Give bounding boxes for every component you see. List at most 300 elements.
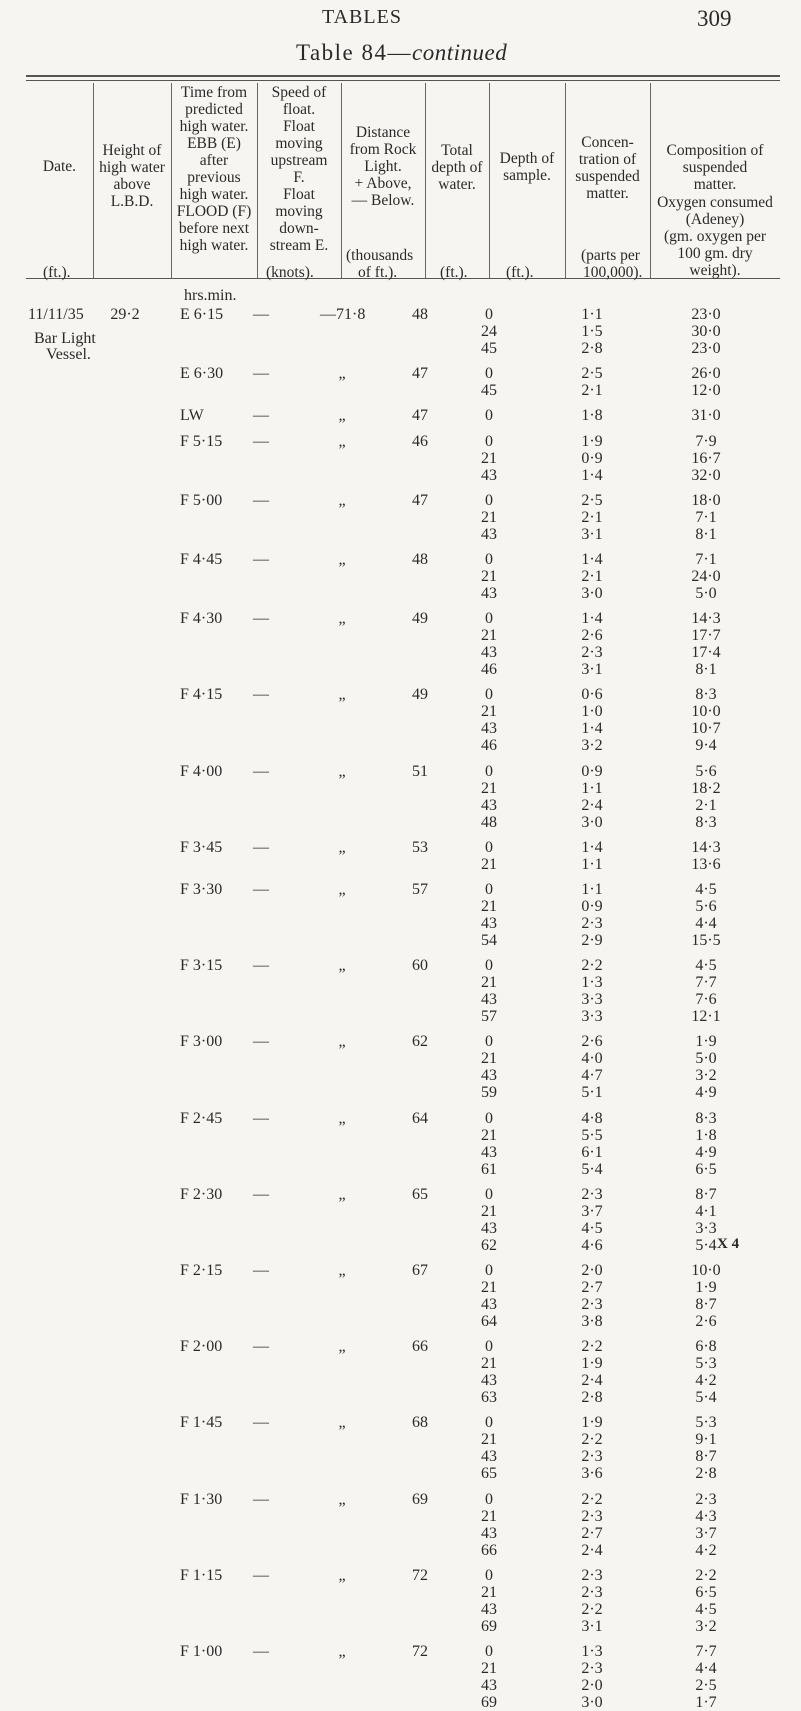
concentration-value: 3·1: [581, 1617, 603, 1635]
sample-depth-value: 62: [481, 1236, 497, 1254]
concentration-value: 2·7: [581, 1279, 603, 1296]
oxygen-value: 8·7: [695, 1296, 717, 1313]
sample-depth-value: 0: [485, 491, 493, 509]
table-title-label: Table 84—: [296, 40, 413, 65]
concentration-value: 3·0: [581, 813, 603, 831]
time-unit-label: hrs.min.: [184, 287, 237, 304]
concentration-value: 2·3: [581, 1583, 603, 1601]
concentration-value: 2·3: [581, 1660, 603, 1677]
concentration-value: 2·1: [581, 382, 603, 400]
header-line: F.: [293, 169, 305, 186]
total-depth-value: 69: [412, 1490, 428, 1508]
distance-ditto: „: [338, 1490, 346, 1508]
concentration-value: 1·5: [581, 323, 603, 340]
concentration-value: 4·6: [581, 1236, 603, 1254]
time-value: F 4·30: [180, 610, 223, 628]
concentration-value: 5·5: [581, 1126, 603, 1144]
oxygen-value: 14·3: [691, 610, 721, 628]
header-line: Float: [283, 118, 315, 135]
concentration-value: 4·0: [581, 1050, 603, 1068]
concentration-value: 2·3: [581, 1185, 603, 1203]
distance-ditto: „: [338, 432, 346, 450]
sample-depth-value: 0: [485, 1033, 493, 1051]
speed-value: —: [253, 365, 269, 383]
concentration-value: 1·1: [581, 855, 603, 873]
oxygen-value: 18·0: [691, 491, 721, 509]
sample-depth-value: 43: [481, 991, 497, 1009]
oxygen-value: 1·7: [695, 1694, 717, 1711]
oxygen-value: 2·6: [695, 1313, 717, 1330]
header-height: [93, 142, 171, 210]
sample-depth-value: 43: [481, 915, 497, 932]
speed-value: —: [253, 838, 269, 856]
oxygen-value: 4·5: [695, 1600, 717, 1618]
oxygen-value: 8·1: [695, 525, 717, 543]
total-depth-value: 48: [412, 306, 428, 323]
sample-depth-value: 0: [485, 881, 493, 898]
sample-depth-value: 43: [481, 720, 497, 738]
oxygen-value: 1·9: [695, 1033, 717, 1051]
header-line: FLOOD (F): [176, 203, 252, 220]
time-value: E 6·30: [180, 365, 224, 383]
oxygen-value: 5·0: [695, 585, 717, 602]
sample-depth-value: 0: [485, 306, 493, 323]
concentration-value: 2·3: [581, 1296, 603, 1313]
concentration-value: 2·8: [581, 1389, 603, 1407]
header-line: after: [199, 152, 229, 169]
time-value: F 4·15: [180, 686, 223, 704]
oxygen-value: 8·1: [695, 661, 717, 679]
sample-depth-value: 0: [485, 610, 493, 628]
oxygen-value: 2·3: [695, 1490, 717, 1508]
total-depth-value: 53: [412, 838, 428, 856]
oxygen-value: 9·4: [695, 737, 717, 755]
oxygen-value: 4·9: [695, 1143, 717, 1161]
sample-depth-value: 43: [481, 1677, 497, 1694]
sample-depth-value: 43: [481, 1600, 497, 1618]
distance-ditto: „: [338, 1185, 346, 1203]
concentration-value: 3·7: [581, 1202, 603, 1220]
header-line: predicted: [185, 101, 243, 118]
running-head-title: TABLES: [322, 6, 402, 28]
concentration-value: 3·0: [581, 585, 603, 602]
header-line: moving: [275, 135, 323, 152]
concentration-value: 3·3: [581, 1008, 603, 1026]
concentration-value: 3·8: [581, 1313, 603, 1330]
oxygen-value: 13·6: [691, 855, 721, 873]
sample-depth-value: 43: [481, 1067, 497, 1085]
sample-depth-value: 21: [481, 1126, 497, 1144]
header-line: Time from: [180, 84, 248, 101]
distance-ditto: „: [338, 1262, 346, 1279]
concentration-value: 1·3: [581, 1643, 603, 1660]
oxygen-value: 3·7: [695, 1524, 717, 1542]
speed-value: —: [253, 1185, 269, 1203]
oxygen-value: 4·2: [695, 1541, 717, 1559]
oxygen-value: 14·3: [691, 838, 721, 856]
sample-depth-value: 21: [481, 974, 497, 992]
speed-value: —: [253, 957, 269, 975]
total-depth-value: 51: [412, 762, 428, 780]
speed-value: —: [253, 306, 269, 323]
concentration-value: 1·9: [581, 1355, 603, 1373]
distance-ditto: „: [338, 551, 346, 568]
concentration-value: 4·7: [581, 1067, 603, 1085]
time-value: F 4·00: [180, 762, 223, 780]
concentration-value: 1·4: [581, 720, 603, 738]
concentration-value: 2·5: [581, 491, 603, 509]
oxygen-value: 10·0: [691, 1262, 721, 1279]
oxygen-value: 2·5: [695, 1677, 717, 1694]
vessel-label-1: Bar Light: [34, 330, 96, 347]
distance-ditto: „: [338, 1109, 346, 1127]
sample-depth-value: 21: [481, 1279, 497, 1296]
sample-depth-value: 0: [485, 551, 493, 568]
concentration-value: 2·0: [581, 1677, 603, 1694]
header-line: above: [113, 176, 151, 193]
concentration-value: 1·0: [581, 703, 603, 721]
concentration-value: 0·9: [581, 898, 603, 915]
speed-value: —: [253, 432, 269, 450]
concentration-value: 1·4: [581, 551, 603, 568]
oxygen-value: 8·3: [695, 686, 717, 704]
sample-depth-value: 69: [481, 1617, 497, 1635]
units-distance-1: (thousands: [346, 247, 414, 264]
distance-ditto: „: [338, 957, 346, 975]
concentration-value: 3·1: [581, 661, 603, 679]
concentration-value: 3·1: [581, 525, 603, 543]
concentration-value: 2·2: [581, 1431, 603, 1449]
sample-depth-value: 21: [481, 1050, 497, 1068]
oxygen-value: 17·4: [691, 644, 721, 662]
sample-depth-value: 0: [485, 1414, 493, 1432]
concentration-value: 0·9: [581, 449, 603, 467]
oxygen-value: 7·7: [695, 974, 717, 992]
total-depth-value: 65: [412, 1185, 428, 1203]
concentration-value: 2·3: [581, 915, 603, 932]
header-line: Distance: [355, 124, 411, 141]
time-value: F 2·30: [180, 1185, 223, 1203]
sample-depth-value: 45: [481, 382, 497, 400]
distance-ditto: „: [338, 407, 346, 425]
header-time: [171, 84, 257, 254]
total-depth-value: 68: [412, 1414, 428, 1432]
sample-depth-value: 61: [481, 1160, 497, 1178]
oxygen-value: 24·0: [691, 568, 721, 585]
sample-depth-value: 59: [481, 1084, 497, 1102]
oxygen-value: 9·1: [695, 1431, 717, 1449]
total-depth-value: 47: [412, 365, 428, 383]
sample-depth-value: 21: [481, 568, 497, 585]
sample-depth-value: 0: [485, 1643, 493, 1660]
time-value: F 4·45: [180, 551, 223, 568]
oxygen-value: 7·1: [695, 508, 717, 526]
oxygen-value: 4·3: [695, 1507, 717, 1525]
header-oxygen: [650, 194, 780, 279]
time-value: F 1·45: [180, 1414, 223, 1432]
oxygen-value: 2·2: [695, 1566, 717, 1584]
oxygen-value: 4·1: [695, 1202, 717, 1220]
header-line: EBB (E): [187, 135, 241, 152]
header-line: tration of: [578, 151, 637, 168]
sample-depth-value: 43: [481, 644, 497, 662]
sample-depth-value: 21: [481, 1355, 497, 1373]
oxygen-value: 26·0: [691, 365, 721, 383]
oxygen-value: 30·0: [691, 323, 721, 340]
oxygen-value: 5·3: [695, 1355, 717, 1373]
distance-ditto: „: [338, 1643, 346, 1660]
header-line: Height of: [102, 142, 162, 159]
sample-depth-value: 65: [481, 1465, 497, 1483]
sample-depth-value: 0: [485, 1185, 493, 1203]
concentration-value: 1·1: [581, 306, 603, 323]
concentration-value: 2·2: [581, 1490, 603, 1508]
oxygen-value: 1·8: [695, 1126, 717, 1144]
running-head: [0, 2, 801, 40]
header-line: float.: [282, 101, 316, 118]
concentration-value: 2·4: [581, 1372, 603, 1390]
concentration-value: 2·3: [581, 644, 603, 662]
concentration-value: 3·3: [581, 991, 603, 1009]
time-value: E 6·15: [180, 306, 224, 323]
header-line: previous: [187, 169, 241, 186]
page-number: 309: [697, 6, 732, 31]
sample-depth-value: 66: [481, 1541, 497, 1559]
date-value: 11/11/35: [28, 306, 84, 323]
time-value: F 5·00: [180, 491, 223, 509]
distance-ditto: „: [338, 838, 346, 856]
concentration-value: 2·2: [581, 957, 603, 975]
speed-value: —: [253, 1109, 269, 1127]
header-line: high water.: [179, 237, 249, 254]
header-line: high water.: [179, 186, 249, 203]
sample-depth-value: 43: [481, 525, 497, 543]
oxygen-value: 7·6: [695, 991, 717, 1009]
sample-depth-value: 0: [485, 1566, 493, 1584]
total-depth-value: 48: [412, 551, 428, 568]
oxygen-value: 5·3: [695, 1414, 717, 1432]
oxygen-value: 5·6: [695, 898, 717, 915]
speed-value: —: [253, 1262, 269, 1279]
oxygen-value: 8·3: [695, 1109, 717, 1127]
speed-value: —: [253, 1490, 269, 1508]
oxygen-value: 5·0: [695, 1050, 717, 1068]
sample-depth-value: 46: [481, 737, 497, 755]
concentration-value: 1·8: [581, 407, 603, 425]
oxygen-value: 6·5: [695, 1160, 717, 1178]
oxygen-value: 31·0: [691, 407, 721, 425]
sample-depth-value: 43: [481, 1448, 497, 1466]
header-line: Composition of: [666, 142, 764, 159]
concentration-value: 2·9: [581, 932, 603, 949]
concentration-value: 3·6: [581, 1465, 603, 1483]
concentration-value: 2·2: [581, 1338, 603, 1356]
distance-ditto: „: [338, 1033, 346, 1051]
distance-ditto: „: [338, 1414, 346, 1432]
sample-depth-value: 0: [485, 407, 493, 425]
oxygen-value: 3·3: [695, 1219, 717, 1237]
concentration-value: 2·6: [581, 627, 603, 645]
concentration-value: 1·3: [581, 974, 603, 992]
sample-depth-value: 24: [481, 323, 497, 340]
concentration-value: 2·3: [581, 1566, 603, 1584]
header-line: L.B.D.: [110, 193, 154, 210]
sample-depth-value: 48: [481, 813, 497, 831]
header-concentration: [565, 134, 650, 202]
speed-value: —: [253, 686, 269, 704]
distance-ditto: „: [338, 1566, 346, 1584]
header-composition: [650, 142, 780, 193]
oxygen-value: 23·0: [691, 340, 721, 357]
sample-depth-value: 21: [481, 1431, 497, 1449]
concentration-value: 1·4: [581, 838, 603, 856]
sample-depth-value: 0: [485, 1490, 493, 1508]
total-depth-value: 49: [412, 610, 428, 628]
top-rule-thin: [26, 80, 780, 81]
sample-depth-value: 69: [481, 1694, 497, 1711]
speed-value: —: [253, 1338, 269, 1356]
oxygen-value: 4·5: [695, 881, 717, 898]
speed-value: —: [253, 1566, 269, 1584]
time-value: LW: [180, 407, 204, 425]
header-line: high water.: [179, 118, 249, 135]
table-title-continued: continued: [412, 40, 508, 65]
total-depth-value: 60: [412, 957, 428, 975]
sample-depth-value: 21: [481, 1202, 497, 1220]
concentration-value: 2·1: [581, 508, 603, 526]
units-height: (ft.).: [43, 264, 71, 281]
concentration-value: 2·7: [581, 1524, 603, 1542]
header-line: upstream: [270, 152, 328, 169]
sample-depth-value: 0: [485, 1109, 493, 1127]
vessel-label-2: Vessel.: [46, 346, 91, 363]
sample-depth-value: 43: [481, 1524, 497, 1542]
oxygen-value: 1·9: [695, 1279, 717, 1296]
sample-depth-value: 43: [481, 796, 497, 814]
sample-depth-value: 0: [485, 838, 493, 856]
header-line: before next: [178, 220, 250, 237]
concentration-value: 2·3: [581, 1448, 603, 1466]
concentration-value: 2·0: [581, 1262, 603, 1279]
time-value: F 5·15: [180, 432, 223, 450]
header-line: matter.: [586, 185, 629, 202]
header-distance: [341, 124, 425, 209]
total-depth-value: 57: [412, 881, 428, 898]
header-line: suspended: [575, 168, 640, 185]
sample-depth-value: 0: [485, 1338, 493, 1356]
units-sample-depth: (ft.).: [506, 264, 534, 281]
total-depth-value: 66: [412, 1338, 428, 1356]
speed-value: —: [253, 1643, 269, 1660]
header-line: depth of: [431, 159, 483, 176]
concentration-value: 1·9: [581, 1414, 603, 1432]
concentration-value: 1·1: [581, 779, 603, 797]
sample-depth-value: 21: [481, 627, 497, 645]
sample-depth-value: 0: [485, 686, 493, 704]
sample-depth-value: 43: [481, 466, 497, 484]
sample-depth-value: 63: [481, 1389, 497, 1407]
total-depth-value: 67: [412, 1262, 428, 1279]
concentration-value: 4·8: [581, 1109, 603, 1127]
concentration-value: 2·4: [581, 1541, 603, 1559]
header-line: (gm. oxygen per: [663, 228, 766, 245]
sample-depth-value: 21: [481, 855, 497, 873]
total-depth-value: 62: [412, 1033, 428, 1051]
speed-value: —: [253, 881, 269, 898]
sample-depth-value: 21: [481, 898, 497, 915]
distance-ditto: „: [338, 686, 346, 704]
distance-ditto: „: [338, 610, 346, 628]
distance-ditto: „: [338, 365, 346, 383]
header-line: Speed of: [271, 84, 327, 101]
oxygen-value: 4·4: [695, 915, 717, 932]
oxygen-value: 5·4: [695, 1236, 717, 1254]
distance-value: —71·8: [320, 306, 366, 323]
oxygen-value: 4·2: [695, 1372, 717, 1390]
concentration-value: 4·5: [581, 1219, 603, 1237]
sample-depth-value: 21: [481, 508, 497, 526]
time-value: F 2·45: [180, 1109, 223, 1127]
total-depth-value: 47: [412, 491, 428, 509]
header-line: Float: [283, 186, 315, 203]
oxygen-value: 4·5: [695, 957, 717, 975]
header-line: suspended: [682, 159, 748, 176]
header-date: [26, 158, 93, 175]
sample-depth-value: 43: [481, 1219, 497, 1237]
header-line: (Adeney): [685, 211, 745, 228]
oxygen-value: 12·0: [691, 382, 721, 400]
speed-value: —: [253, 1033, 269, 1051]
header-line: moving: [275, 203, 323, 220]
concentration-value: 1·9: [581, 432, 603, 450]
concentration-value: 3·0: [581, 1694, 603, 1711]
units-distance-2: of ft.).: [358, 264, 398, 281]
total-depth-value: 46: [412, 432, 428, 450]
header-line: Light.: [364, 158, 402, 175]
speed-value: —: [253, 407, 269, 425]
time-value: F 1·15: [180, 1566, 223, 1584]
time-value: F 3·00: [180, 1033, 223, 1051]
speed-value: —: [253, 610, 269, 628]
time-value: F 1·30: [180, 1490, 223, 1508]
distance-ditto: „: [338, 491, 346, 509]
concentration-value: 2·1: [581, 568, 603, 585]
concentration-value: 2·6: [581, 1033, 603, 1051]
total-depth-value: 72: [412, 1566, 428, 1584]
sample-depth-value: 21: [481, 1583, 497, 1601]
table-title: [296, 40, 507, 66]
header-line: Date.: [42, 158, 77, 175]
header-sample-depth: [489, 150, 565, 184]
sample-depth-value: 0: [485, 762, 493, 780]
concentration-value: 0·6: [581, 686, 603, 704]
height-value: 29·2: [110, 306, 140, 323]
time-value: F 2·00: [180, 1338, 223, 1356]
header-line: Depth of: [499, 150, 555, 167]
oxygen-value: 6·5: [695, 1583, 717, 1601]
time-value: F 3·45: [180, 838, 223, 856]
header-line: sample.: [503, 167, 551, 184]
oxygen-value: 7·1: [695, 551, 717, 568]
oxygen-value: 8·7: [695, 1448, 717, 1466]
header-line: stream E.: [269, 237, 329, 254]
top-rule: [26, 75, 780, 77]
sample-depth-value: 0: [485, 957, 493, 975]
oxygen-value: 17·7: [691, 627, 721, 645]
header-line: Total: [441, 142, 473, 159]
header-line: down-: [279, 220, 319, 237]
sample-depth-value: 64: [481, 1313, 497, 1330]
